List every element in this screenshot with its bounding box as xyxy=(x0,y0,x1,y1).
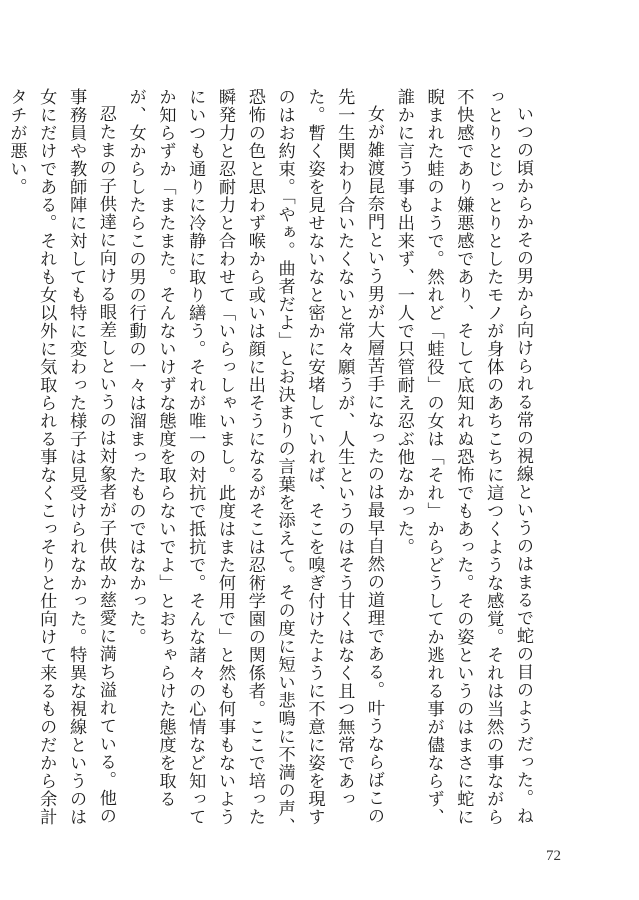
paragraph: 忍たまの子供達に向ける眼差しというのは対象者が子供故か慈愛に満ち溢れている。他の事務員や教師陣に対しても特に変わった様子は見受けられなかった。特異な視線というのは女にだけである。それも女以外に気取られる事なくこっそりと仕向けて来るものだから余計タチが悪い。 xyxy=(6,88,116,826)
paragraph: いつの頃からかその男から向けられる常の視線というのはまるで蛇の目のようだった。ねっとりとじっとりとしたモノが身体のあちこちに這つくような感覚。それは当然の事ながら不快感であり嫌悪感であり、そして底知れぬ恐怖でもあった。その姿というのはまさに蛇に睨まれた蛙のようで。然れど「蛙役」の女は「それ」からどうしてか逃れる事が儘ならず、誰かに言う事も出来ず、一人で只管耐え忍ぶ他なかった。 xyxy=(393,88,533,826)
paragraph xyxy=(0,88,1,840)
paragraph: 女が雑渡昆奈門という男が大層苦手になったのは最早自然の道理である。叶うならばこの先一生関わり合いたくないと常々願うが、人生というのはそう甘くはなく且つ無常であった。暫く姿を見せないなと密かに安堵していれば、そこを嗅ぎ付けたように不意に姿を現すのはお約束。「やぁ。曲者だよ」とお決まりの言葉を添えて。その度に短い悲鳴に不満の声、恐怖の色と思わず喉から或いは顔に出そうになるがそこは忍術学園の関係者。ここで培った瞬発力と忍耐力と合わせて「いらっしゃいまし。此度はまた何用で」と然も何事もないようにいつも通りに冷静に取り繕う。それが唯一の対抗で抵抗で。そんな諸々の心情など知ってか知らずか「またまた。そんないけずな態度を取らないでよ」とおちゃらけた態度を取るが、女からしたらこの男の行動の一々は溜まったものではなかった。 xyxy=(125,88,385,836)
vertical-text-body xyxy=(6,88,537,840)
page-number: 72 xyxy=(546,848,561,864)
